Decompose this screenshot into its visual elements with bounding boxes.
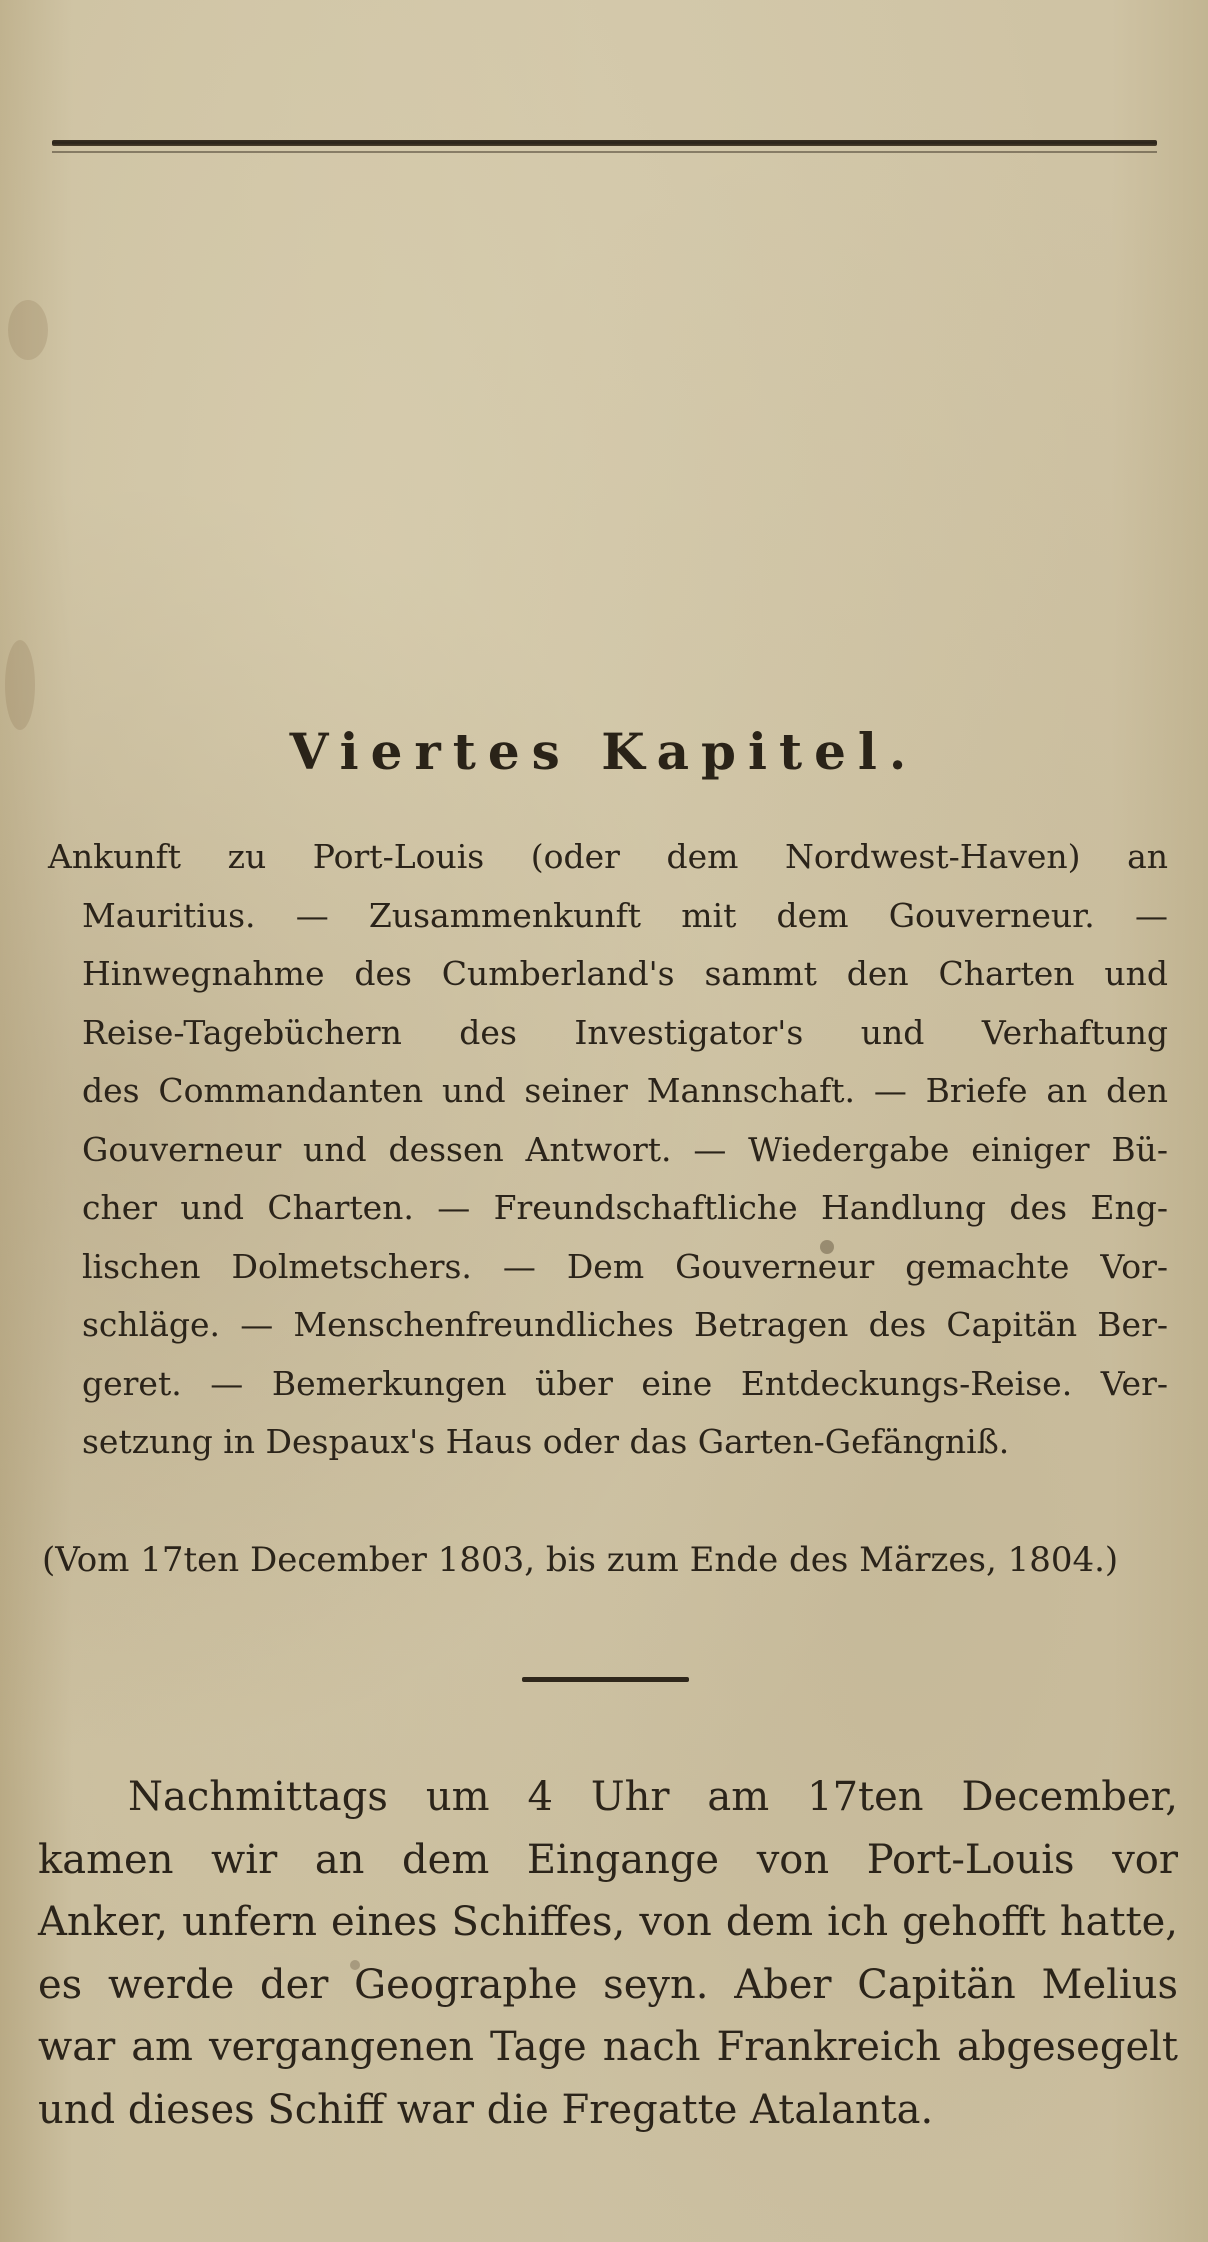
- summary-line: cher und Charten. — Freundschaftliche Handlung des Eng-: [82, 1188, 1168, 1227]
- paper-stain: [5, 640, 35, 730]
- summary-line: setzung in Despaux's Haus oder das Garten-Gefängniß.: [82, 1422, 1010, 1461]
- summary-line: geret. — Bemerkungen über eine Entdeckungs-Reise. Ver-: [82, 1363, 1168, 1403]
- summary-line: Reise-Tagebüchern des Investigator's und Verhaftung: [82, 1012, 1168, 1052]
- section-rule: [522, 1677, 689, 1682]
- summary-line: Mauritius. — Zusammenkunft mit dem Gouverneur. —: [82, 895, 1168, 935]
- chapter-title: Viertes Kapitel.: [289, 722, 919, 781]
- summary-line: des Commandanten und seiner Mannschaft. — Briefe an den: [82, 1071, 1168, 1110]
- header-rule-thin: [52, 151, 1157, 153]
- body-paragraph: [38, 1766, 1178, 2141]
- body-line: es werde der Geographe seyn. Aber Capitän Melius: [38, 1961, 1178, 2008]
- body-line: und dieses Schiff war die Fregatte Atalanta.: [38, 2086, 934, 2133]
- summary-line: Gouverneur und dessen Antwort. — Wiedergabe einiger Bü-: [82, 1129, 1168, 1169]
- summary-line: Hinwegnahme des Cumberland's sammt den Charten und: [82, 954, 1168, 993]
- summary-line: Ankunft zu Port-Louis (oder dem Nordwest-Haven) an: [48, 837, 1168, 876]
- body-line: Anker, unfern eines Schiffes, von dem ich gehofft hatte,: [38, 1899, 1178, 1945]
- chapter-summary: [48, 828, 1168, 1472]
- date-range: (Vom 17ten December 1803, bis zum Ende des Märzes, 1804.): [42, 1540, 1119, 1580]
- body-line: kamen wir an dem Eingange von Port-Louis vor: [38, 1836, 1178, 1883]
- summary-line: lischen Dolmetschers. — Dem Gouverneur gemachte Vor-: [82, 1246, 1168, 1286]
- header-rule: [52, 140, 1157, 146]
- paper-stain: [8, 300, 48, 360]
- summary-line: schläge. — Menschenfreundliches Betragen des Capitän Ber-: [82, 1305, 1168, 1344]
- body-line: Nachmittags um 4 Uhr am 17ten December,: [128, 1774, 1178, 1820]
- body-line: war am vergangenen Tage nach Frankreich abgesegelt: [38, 2024, 1178, 2070]
